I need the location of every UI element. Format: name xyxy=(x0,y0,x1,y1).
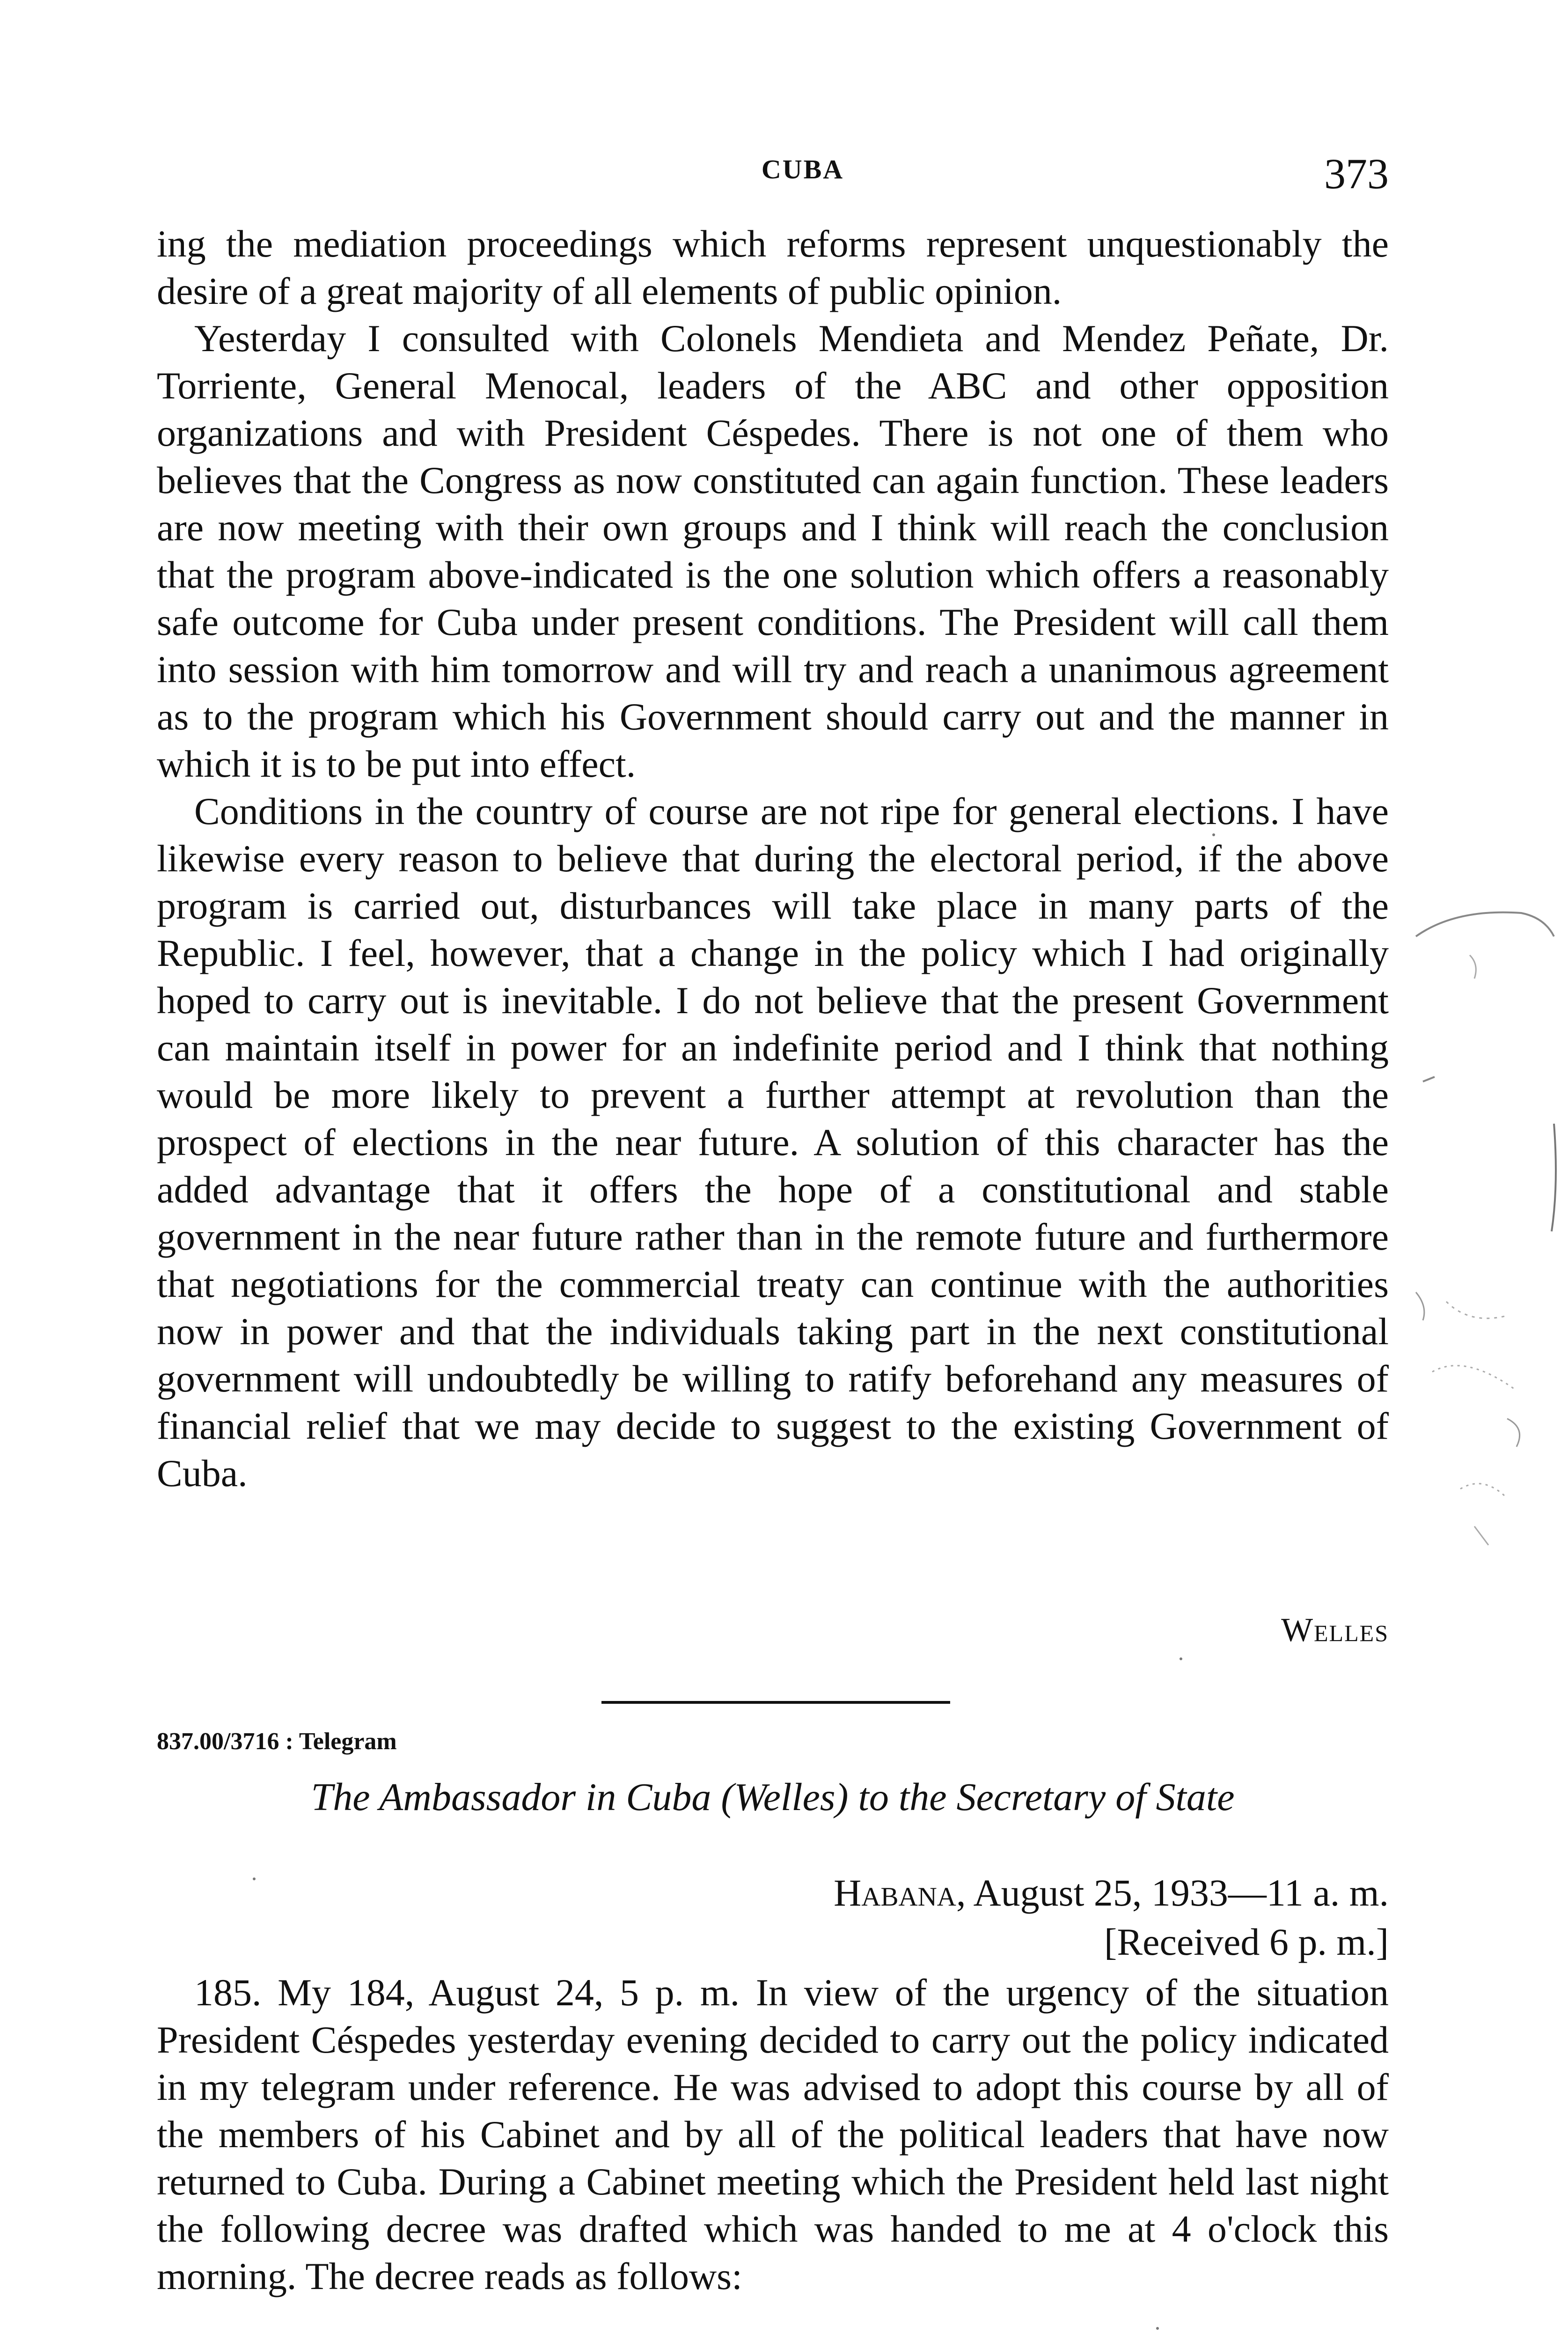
dateline-place: Habana, xyxy=(834,1871,966,1914)
running-head: CUBA xyxy=(761,154,844,184)
dateline xyxy=(834,1868,1389,1966)
section-divider xyxy=(601,1701,950,1704)
paper-speck xyxy=(1156,2327,1159,2330)
continued-text xyxy=(157,220,1389,1497)
paragraph-continued: ing the mediation proceedings which reforms represent unquestionably the desire of a great majority of all elements of public opinion. xyxy=(157,222,1389,312)
paragraph-consultation: Yesterday I consulted with Colonels Mendieta and Mendez Peñate, Dr. Torriente, General Menocal, leaders of the ABC and other opposition organizations and with President Céspedes. There is not one of them who believes that the Congress as now constituted can again function. These leaders are now meeting with their own groups and I think will reach the conclusion that the program above-indicated is the one solution which offers a reasonably safe outcome for Cuba under present conditions. The President will call them into session with him tomorrow and will try and reach a unanimous agreement as to the program which his Government should carry out and the manner in which it is to be put into effect. xyxy=(157,317,1389,785)
page-number: 373 xyxy=(1324,150,1389,198)
paper-speck xyxy=(253,1877,256,1880)
telegram-title: The Ambassador in Cuba (Welles) to the Secretary of State xyxy=(311,1775,1235,1819)
dateline-place-date xyxy=(834,1868,1389,1917)
dateline-date: August 25, 1933—11 a. m. xyxy=(973,1871,1389,1914)
file-number: 837.00/3716 : Telegram xyxy=(157,1728,397,1755)
signature-welles: Welles xyxy=(1281,1611,1389,1649)
page-header xyxy=(157,149,1389,200)
paragraph-conditions: Conditions in the country of course are not ripe for general elections. I have likewise every reason to believe that during the electoral period, if the above program is carried out, disturbances will take place in many parts of the Republic. I feel, however, that a change in the policy which I had originally hoped to carry out is inevitable. I do not believe that the present Government can maintain itself in power for an indefinite period and I think that nothing would be more likely to prevent a further attempt at revolution than the prospect of elections in the near future. A solution of this character has the added advantage that it offers the hope of a constitutional and stable government in the near future rather than in the remote future and furthermore that negotiations for the commercial treaty can continue with the authorities now in power and that the individuals taking part in the next constitutional government will undoubtedly be willing to ratify beforehand any measures of financial relief that we may decide to suggest to the existing Government of Cuba. xyxy=(157,790,1389,1494)
telegram-body xyxy=(157,1969,1389,2300)
paper-speck xyxy=(1180,1657,1182,1660)
paper-speck xyxy=(1212,833,1215,836)
margin-pencil-marks xyxy=(1414,904,1568,1583)
received-time: [Received 6 p. m.] xyxy=(1104,1921,1389,1963)
telegram-paragraph: 185. My 184, August 24, 5 p. m. In view of the urgency of the situation President Céspedes yesterday evening decided to carry out the policy indicated in my telegram under reference. He was advised to adopt this course by all of the members of his Cabinet and by all of the political leaders that have now returned to Cuba. During a Cabinet meeting which the President held last night the following decree was drafted which was handed to me at 4 o'clock this morning. The decree reads as follows: xyxy=(157,1971,1389,2297)
